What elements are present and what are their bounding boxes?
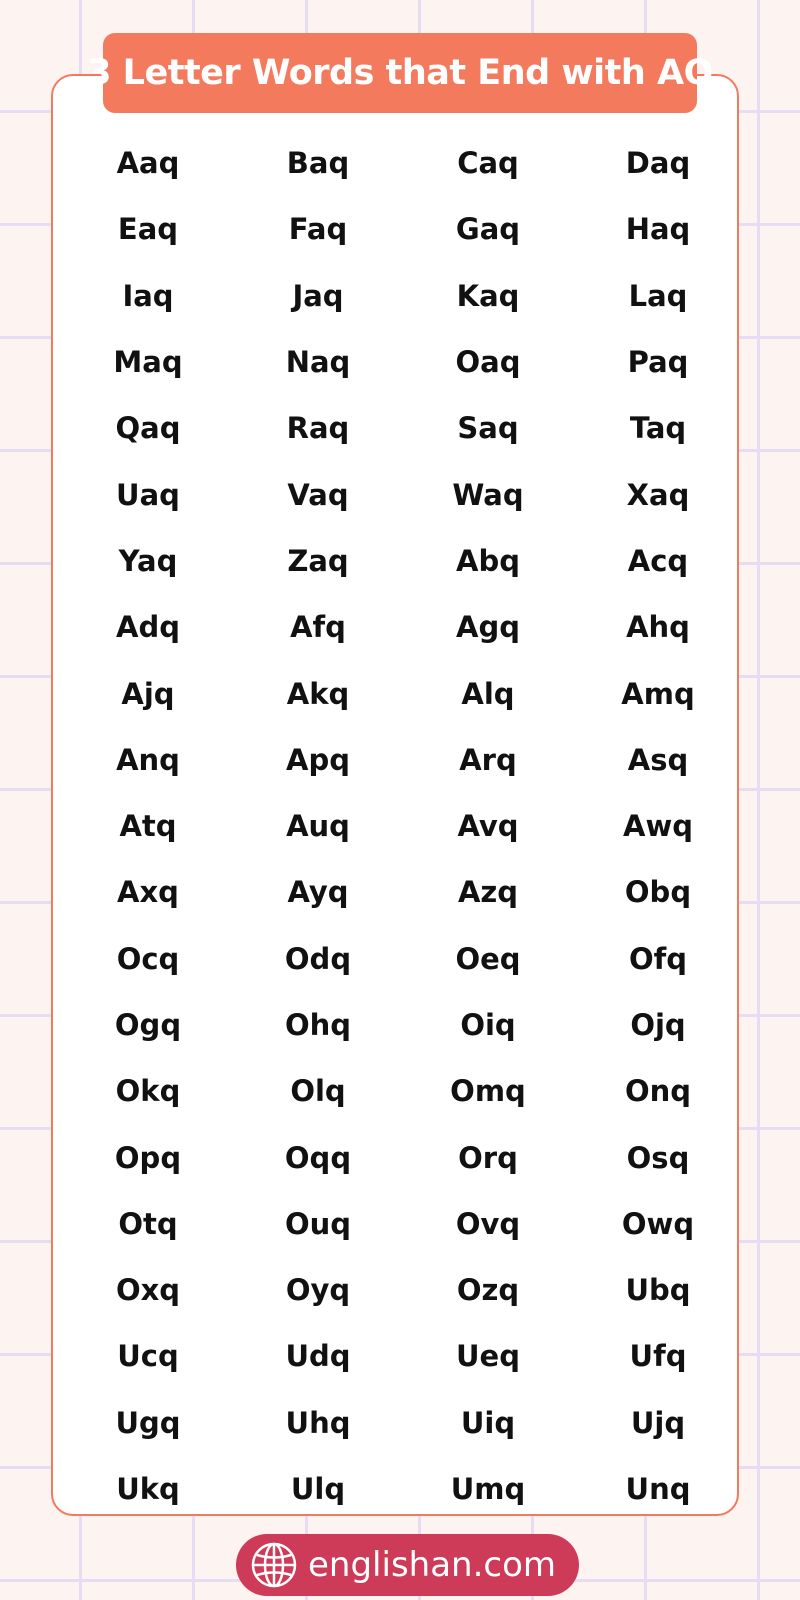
word-item: Aaq — [116, 146, 180, 181]
website-badge[interactable] — [236, 1534, 579, 1596]
word-item: Unq — [625, 1472, 691, 1507]
word-item: Ofq — [628, 941, 688, 976]
word-item: Odq — [284, 941, 352, 976]
word-item: Orq — [458, 1140, 518, 1175]
word-item: Waq — [452, 477, 524, 512]
word-item: Ugq — [115, 1405, 181, 1440]
word-item: Ueq — [456, 1339, 520, 1374]
word-item: Ozq — [456, 1273, 520, 1308]
word-item: Haq — [625, 212, 691, 247]
word-item: Ovq — [455, 1206, 521, 1241]
word-item: Naq — [285, 345, 351, 380]
word-item: Gaq — [455, 212, 521, 247]
word-item: Osq — [626, 1140, 690, 1175]
word-item: Avq — [457, 809, 519, 844]
word-item: Ucq — [117, 1339, 179, 1374]
word-item: Alq — [461, 676, 515, 711]
word-item: Qaq — [115, 411, 181, 446]
word-item: Oxq — [115, 1273, 181, 1308]
word-item: Eaq — [117, 212, 179, 247]
word-item: Agq — [456, 610, 520, 645]
word-item: Udq — [285, 1339, 351, 1374]
word-item: Umq — [450, 1472, 526, 1507]
word-item: Laq — [628, 278, 688, 313]
word-item: Okq — [115, 1074, 181, 1109]
word-item: Iaq — [122, 278, 174, 313]
word-grid — [63, 130, 743, 1522]
word-item: Ouq — [284, 1206, 352, 1241]
word-item: Maq — [113, 345, 183, 380]
word-item: Baq — [286, 146, 350, 181]
word-item: Apq — [286, 742, 350, 777]
word-item: Zaq — [287, 543, 349, 578]
word-item: Auq — [286, 809, 350, 844]
word-item: Arq — [459, 742, 517, 777]
word-item: Olq — [290, 1074, 346, 1109]
word-item: Ubq — [625, 1273, 691, 1308]
word-item: Xaq — [626, 477, 690, 512]
word-item: Oyq — [285, 1273, 351, 1308]
word-item: Ayq — [287, 875, 349, 910]
word-item: Uaq — [116, 477, 180, 512]
word-item: Axq — [117, 875, 179, 910]
word-item: Faq — [288, 212, 348, 247]
word-item: Acq — [627, 543, 689, 578]
word-item: Azq — [457, 875, 519, 910]
word-item: Caq — [457, 146, 519, 181]
word-item: Daq — [625, 146, 691, 181]
word-item: Ocq — [116, 941, 180, 976]
word-item: Abq — [456, 543, 520, 578]
website-url: englishan.com — [308, 1545, 557, 1585]
word-item: Oiq — [460, 1008, 516, 1042]
page-title: 3 Letter Words that End with AQ — [87, 53, 713, 93]
word-item: Awq — [623, 809, 693, 844]
word-item: Oaq — [455, 345, 521, 380]
word-item: Atq — [119, 809, 177, 844]
word-item: Oqq — [284, 1140, 352, 1175]
word-item: Yaq — [118, 543, 178, 578]
word-item: Saq — [457, 411, 519, 446]
word-item: Adq — [116, 610, 180, 645]
word-item: Uhq — [285, 1405, 351, 1440]
word-item: Raq — [286, 411, 350, 446]
word-item: Otq — [118, 1206, 178, 1241]
word-item: Ogq — [114, 1008, 182, 1042]
word-item: Omq — [450, 1074, 526, 1109]
word-item: Jaq — [292, 278, 344, 313]
word-item: Amq — [621, 676, 695, 711]
word-item: Asq — [627, 742, 689, 777]
word-item: Ahq — [626, 610, 690, 645]
word-item: Ajq — [121, 676, 175, 711]
word-item: Vaq — [287, 477, 349, 512]
word-item: Ojq — [630, 1008, 686, 1042]
globe-icon — [250, 1541, 298, 1589]
word-item: Taq — [629, 411, 687, 446]
word-item: Ujq — [630, 1405, 686, 1440]
word-item: Ufq — [629, 1339, 687, 1374]
word-item: Ohq — [284, 1008, 352, 1042]
word-item: Oeq — [455, 941, 521, 976]
title-banner — [87, 33, 713, 113]
word-item: Ulq — [290, 1472, 346, 1507]
word-item: Paq — [627, 345, 689, 380]
word-item: Onq — [624, 1074, 692, 1109]
word-item: Ukq — [116, 1472, 180, 1507]
word-item: Afq — [290, 610, 346, 645]
word-item: Owq — [621, 1206, 695, 1241]
word-item: Opq — [114, 1140, 182, 1175]
word-item: Kaq — [456, 278, 520, 313]
word-item: Akq — [286, 676, 350, 711]
word-item: Obq — [624, 875, 692, 910]
word-item: Uiq — [460, 1405, 516, 1440]
word-item: Anq — [116, 742, 180, 777]
